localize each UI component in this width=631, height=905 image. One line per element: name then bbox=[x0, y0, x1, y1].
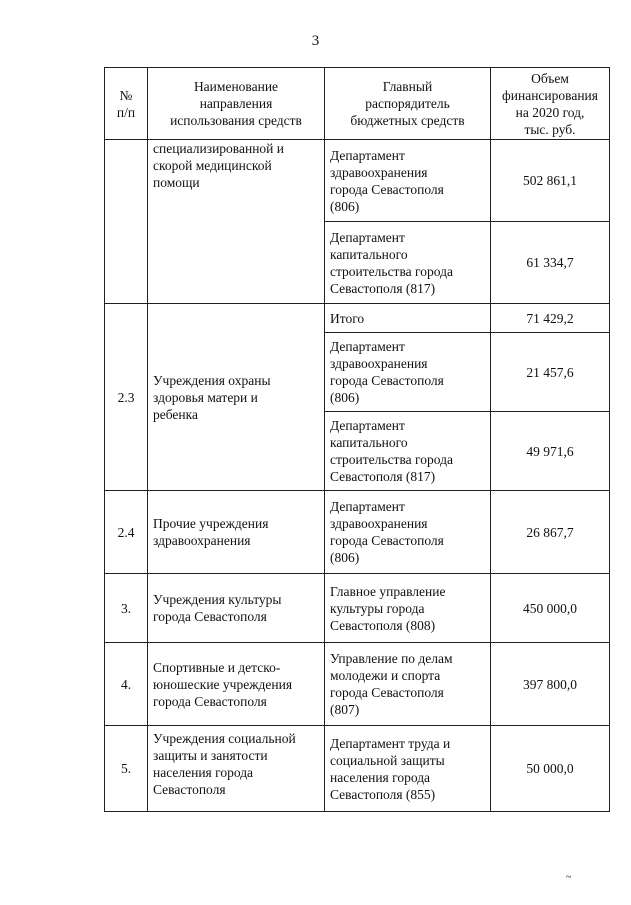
footer-mark: ~ bbox=[566, 872, 572, 883]
row-amount: 450 000,0 bbox=[491, 574, 610, 643]
row-num: 2.4 bbox=[105, 491, 148, 574]
funding-table bbox=[104, 67, 610, 812]
table-row bbox=[105, 491, 610, 574]
row-admin: Департамент здравоохранения города Севастополя (806) bbox=[325, 140, 491, 222]
page-number: 3 bbox=[311, 33, 320, 49]
row-num: 3. bbox=[105, 574, 148, 643]
row-amount: 26 867,7 bbox=[491, 491, 610, 574]
row-admin: Департамент здравоохранения города Севастополя (806) bbox=[325, 491, 491, 574]
row-name: специализированной и скорой медицинской помощи bbox=[148, 140, 325, 304]
header-row bbox=[105, 68, 610, 140]
row-amount: 49 971,6 bbox=[491, 412, 610, 491]
row-amount: 21 457,6 bbox=[491, 333, 610, 412]
row-amount: 50 000,0 bbox=[491, 726, 610, 812]
table-row bbox=[105, 574, 610, 643]
row-admin: Департамент здравоохранения города Севастополя (806) bbox=[325, 333, 491, 412]
row-num: 5. bbox=[105, 726, 148, 812]
table-row bbox=[105, 726, 610, 812]
row-admin: Главное управление культуры города Севастополя (808) bbox=[325, 574, 491, 643]
row-amount: 71 429,2 bbox=[491, 304, 610, 333]
table-row bbox=[105, 304, 610, 333]
row-admin: Департамент труда и социальной защиты населения города Севастополя (855) bbox=[325, 726, 491, 812]
row-admin: Итого bbox=[325, 304, 491, 333]
row-num bbox=[105, 140, 148, 304]
header-amount: Объем финансирования на 2020 год, тыс. руб. bbox=[491, 68, 610, 140]
header-name: Наименование направления использования средств bbox=[148, 68, 325, 140]
row-amount: 502 861,1 bbox=[491, 140, 610, 222]
table-row bbox=[105, 140, 610, 222]
row-num: 2.3 bbox=[105, 304, 148, 491]
row-name: Учреждения культуры города Севастополя bbox=[148, 574, 325, 643]
row-name: Учреждения охраны здоровья матери и ребенка bbox=[148, 304, 325, 491]
row-admin: Департамент капитального строительства города Севастополя (817) bbox=[325, 412, 491, 491]
row-name: Спортивные и детско- юношеские учреждения города Севастополя bbox=[148, 643, 325, 726]
row-amount: 397 800,0 bbox=[491, 643, 610, 726]
row-name: Прочие учреждения здравоохранения bbox=[148, 491, 325, 574]
table-row bbox=[105, 643, 610, 726]
row-admin: Управление по делам молодежи и спорта города Севастополя (807) bbox=[325, 643, 491, 726]
header-admin: Главный распорядитель бюджетных средств bbox=[325, 68, 491, 140]
header-num: № п/п bbox=[105, 68, 148, 140]
row-admin: Департамент капитального строительства города Севастополя (817) bbox=[325, 222, 491, 304]
row-amount: 61 334,7 bbox=[491, 222, 610, 304]
row-name: Учреждения социальной защиты и занятости населения города Севастополя bbox=[148, 726, 325, 812]
row-num: 4. bbox=[105, 643, 148, 726]
